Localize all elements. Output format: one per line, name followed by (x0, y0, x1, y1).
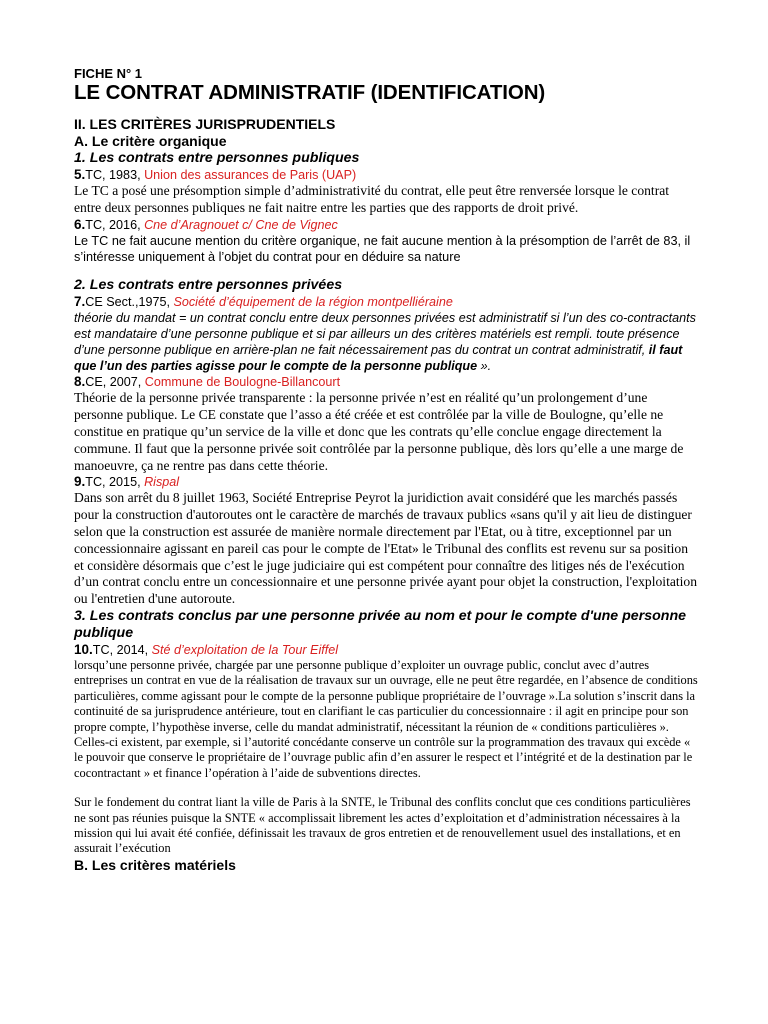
case-reference-10 (74, 642, 698, 658)
case-name: Cne d’Aragnouet c/ Cne de Vignec (144, 217, 338, 232)
subsection-heading-a: A. Le critère organique (74, 133, 227, 149)
subsection-heading-b: B. Les critères matériels (74, 856, 236, 873)
page-title: LE CONTRAT ADMINISTRATIF (IDENTIFICATION) (74, 81, 546, 104)
case-name: Union des assurances de Paris (UAP) (144, 168, 357, 182)
case-court: TC, 2015, (85, 475, 145, 490)
case-number: 6. (74, 216, 86, 232)
case-name: Société d’équipement de la région montpelliéraine (173, 294, 453, 309)
case-comment-9: Dans son arrêt du 8 juillet 1963, Société Entreprise Peyrot la juridiction avait considéré que les marchés passés pour la construction d'autoroutes ont le caractère de marchés de travaux publics «sans qu'il y ait lieu de distinguer selon que la construction est assurée de manière normale directement par l'Etat, ou à titre, exceptionnel par un concessionnaire agissant en pareil cas pour le compte de l'Etat» le Tribunal des conflits est revenu sur sa position et considère désormais que c’est le juge judiciaire qui est compétent pour connaître des litiges nés de l'exécution d’un contrat conclu entre un concessionnaire et une personne privée ayant pour objet la construction, l'exploitation ou l'entretien d'une autoroute. (74, 490, 698, 607)
section-heading-ii: II. LES CRITÈRES JURISPRUDENTIELS (74, 116, 336, 132)
case-name: Commune de Boulogne-Billancourt (144, 375, 341, 390)
case-name: Rispal (144, 475, 180, 490)
document-page (74, 66, 698, 874)
case-comment-10: lorsqu’une personne privée, chargée par une personne publique d’exploiter un ouvrage public, conclut avec d’autres entreprises un contrat en vue de la réalisation de travaux sur un ouvrage, elle ne peut être regardée, en l’absence de conditions particulières, comme agissant pour le compte de la personne publique propriétaire de l’ouvrage ».La solution s’inscrit dans la continuité de sa jurisprudence antérieure, tout en clarifiant le cas particulier du concessionnaire : il agit en principe pour son propre compte, l’hypothèse inverse, celle du mandat administratif, nécessitant la réunion de « conditions particulières ». Celles-ci existent, par exemple, si l’autorité concédante conserve un contrôle sur la programmation des travaux qui excède « le pouvoir que conserve le propriétaire de l’ouvrage public afin d’en assurer le respect et l’intégrité et de la destination par le cocontractant » et finance l’opération à l’aide de subventions directes. (74, 657, 698, 780)
comment-text-end: ». (477, 359, 492, 374)
case-number: 5. (74, 167, 86, 182)
case-court: TC, 1983, (85, 168, 145, 182)
case-court: TC, 2016, (85, 217, 145, 232)
case-reference-8 (74, 374, 698, 390)
comment-text: théorie du mandat = un contrat conclu entre deux personnes privées est administratif si l’un des co-contractants est mandataire d’une personne publique et si par ailleurs un des critères matériels est rempli. toute présence d’une personne publique en arrière-plan ne fait nécessairement pas du contrat un contrat administratif, (74, 310, 696, 357)
case-court: CE Sect.,1975, (85, 294, 174, 309)
spacer (74, 781, 698, 795)
case-number: 8. (74, 374, 86, 390)
case-reference-6 (74, 217, 698, 233)
part-heading-3: 3. Les contrats conclus par une personne privée au nom et pour le compte d'une personne publique (74, 607, 686, 641)
case-comment-8: Théorie de la personne privée transparente : la personne privée n’est en réalité qu’un prolongement d’une personne publique. Le CE constate que l’asso a été créée et est contrôlée par la ville de Boulogne, qu’elle ne constitue en pratique qu’un service de la ville et donc que les contrats qu’elle conclue engage directement la commune. Il faut que la personne privée soit contrôlée par la personne publique, dès lors qu’elle a une marge de manoeuvre, ça ne rentre pas dans cette théorie. (74, 390, 684, 473)
case-court: CE, 2007, (85, 375, 145, 390)
case-reference-7 (74, 294, 698, 310)
fiche-label: FICHE N° 1 (74, 66, 143, 81)
case-reference-5 (74, 167, 698, 183)
part-heading-2: 2. Les contrats entre personnes privées (74, 276, 343, 293)
case-comment-7 (74, 310, 698, 375)
comment-emphasis: il faut que l’un des parties agisse pour le compte de la personne publique (74, 343, 683, 374)
case-comment-10-continued: Sur le fondement du contrat liant la ville de Paris à la SNTE, le Tribunal des conflits conclut que ces conditions particulières ne sont pas réunies puisque la SNTE « accomplissait librement les actes d’exploitation et d’administration nécessaires à la mission qui lui avait été confiée, définissait les travaux de gros entretien et de renouvellement usuel des installations, et en assurait l’exécution (74, 795, 691, 856)
case-comment-6: Le TC ne fait aucune mention du critère organique, ne fait aucune mention à la présomption de l’arrêt de 83, il s’intéresse uniquement à l’objet du contrat pour en déduire sa nature (74, 233, 691, 264)
case-number: 7. (74, 293, 86, 309)
spacer (74, 265, 698, 277)
case-court: TC, 2014, (92, 642, 152, 657)
case-number: 9. (74, 474, 86, 490)
case-name: Sté d’exploitation de la Tour Eiffel (151, 642, 339, 657)
part-heading-1: 1. Les contrats entre personnes publiques (74, 150, 360, 166)
case-number: 10. (74, 641, 93, 657)
case-reference-9 (74, 474, 698, 490)
case-comment-5: Le TC a posé une présomption simple d’administrativité du contrat, elle peut être renversée lorsque le contrat entre deux personnes publiques ne fait naitre entre les parties que des rapports de droit privé. (74, 183, 670, 215)
